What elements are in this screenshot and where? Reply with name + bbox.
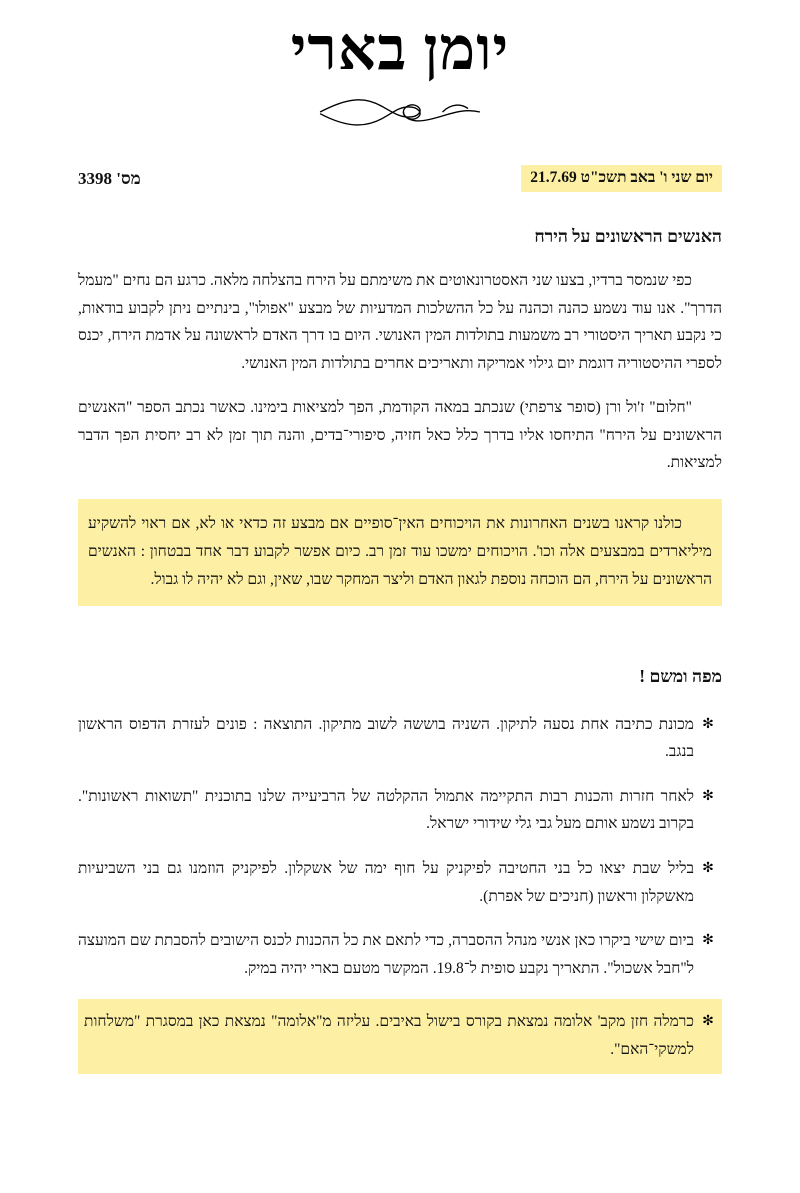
highlighted-paragraph-block bbox=[78, 499, 722, 606]
list-item-text: מכונת כתיבה אחת נסעה לתיקון. השניה בוששה לשוב מתיקון. התוצאה : פונים לעזרת הדפוס הראשון בנגב. bbox=[78, 715, 694, 761]
list-item bbox=[78, 783, 722, 838]
section-title: מפה ומשם ! bbox=[639, 665, 722, 686]
page-title: יומן בארי bbox=[290, 16, 510, 82]
list-item-text: לאחר חזרות והכנות רבות התקיימה אתמול ההקלטה של הרביעייה שלנו בתוכנית "תשואות ראשונות". בקרוב נשמע אותם מעל גבי גלי שידורי ישראל. bbox=[78, 787, 694, 833]
issue-number: מס' 3398 bbox=[78, 168, 141, 188]
masthead bbox=[78, 0, 722, 129]
article-headline: האנשים הראשונים על הירח bbox=[534, 226, 722, 246]
asterisk-bullet-icon: ✻ bbox=[702, 787, 714, 804]
asterisk-bullet-icon: ✻ bbox=[702, 1013, 714, 1030]
list-item-text: בליל שבת יצאו כל בני החטיבה לפיקניק על חוף ימה של אשקלון. לפיקניק הוזמנו גם בני השביעיות מאשקלון וראשון (חניכים של אפרת). bbox=[78, 860, 694, 905]
flourish-ornament-icon bbox=[315, 95, 485, 129]
news-briefs-section bbox=[78, 666, 722, 1074]
article-paragraph: "חלום" ז'ול ורן (סופר צרפתי) שנכתב במאה הקודמת, הפך למציאות בימינו. כאשר נכתב הספר "האנשים הראשונים על הירח" התיחסו אליו בדרך כלל כאל חזיה, סיפורי־בדים, והנה תוך זמן לא רב יחסית הפך הדבר למציאות. bbox=[78, 399, 722, 472]
list-item-text: ביום שישי ביקרו כאן אנשי מנהל ההסברה, כדי לתאם את כל ההכנות לכנס הישובים להסבתת שם המועצה ל"חבל אשכול". התאריך נקבע סופית ל־19.8. המקשר מטעם בארי יהיה במיק. bbox=[78, 932, 694, 977]
list-item-text: כרמלה חזן מקב' אלומה נמצאת בקורס בישול באיבים. עליזה מ"אלומה" נמצאת כאן במסגרת "משלחות למשקי־האם". bbox=[84, 1013, 694, 1058]
asterisk-bullet-icon: ✻ bbox=[702, 932, 714, 949]
issue-date: יום שני ו' באב תשכ"ט 21.7.69 bbox=[521, 165, 722, 192]
list-item-highlighted bbox=[78, 999, 722, 1073]
list-item bbox=[78, 927, 722, 982]
article-highlight-paragraph: כולנו קראנו בשנים האחרונות את הויכוחים האין־סופיים אם מבצע זה כדאי או לא, אם ראוי להשקיע מיליארדים במבצעים אלה וכו'. הויכוחים ימשכו עוד זמן רב. כיום אפשר לקבוע דבר אחד בבטחון : האנשים הראשונים על הירח, הם הוכחה נוספת לגאון האדם וליצר המחקר שבו, שאין, וגם לא יהיה לו גבול. bbox=[88, 515, 712, 588]
list-item bbox=[78, 711, 722, 766]
article bbox=[78, 226, 722, 606]
issue-info-row bbox=[78, 165, 722, 192]
list-item bbox=[78, 855, 722, 910]
article-paragraph: כפי שנמסר ברדיו, בצעו שני האסטרונאוטים את משימתם על הירח בהצלחה מלאה. כרגע הם נחים "מעמל הדרך". אנו עוד נשמע כהנה וכהנה על כל ההשלכות המדעיות של מבצע "אפולו", בינתיים ניתן לקבוע בודאות, כי נקבע תאריך היסטורי רב משמעות בתולדות המין האנושי. היום בו דרך האדם לראשונה על אדמת הירח, יכנס לספרי ההיסטוריה דוגמת יום גילוי אמריקה ותאריכים אחרים בתולדות המין האנושי. bbox=[78, 272, 722, 372]
asterisk-bullet-icon: ✻ bbox=[702, 715, 714, 732]
asterisk-bullet-icon: ✻ bbox=[702, 860, 714, 877]
